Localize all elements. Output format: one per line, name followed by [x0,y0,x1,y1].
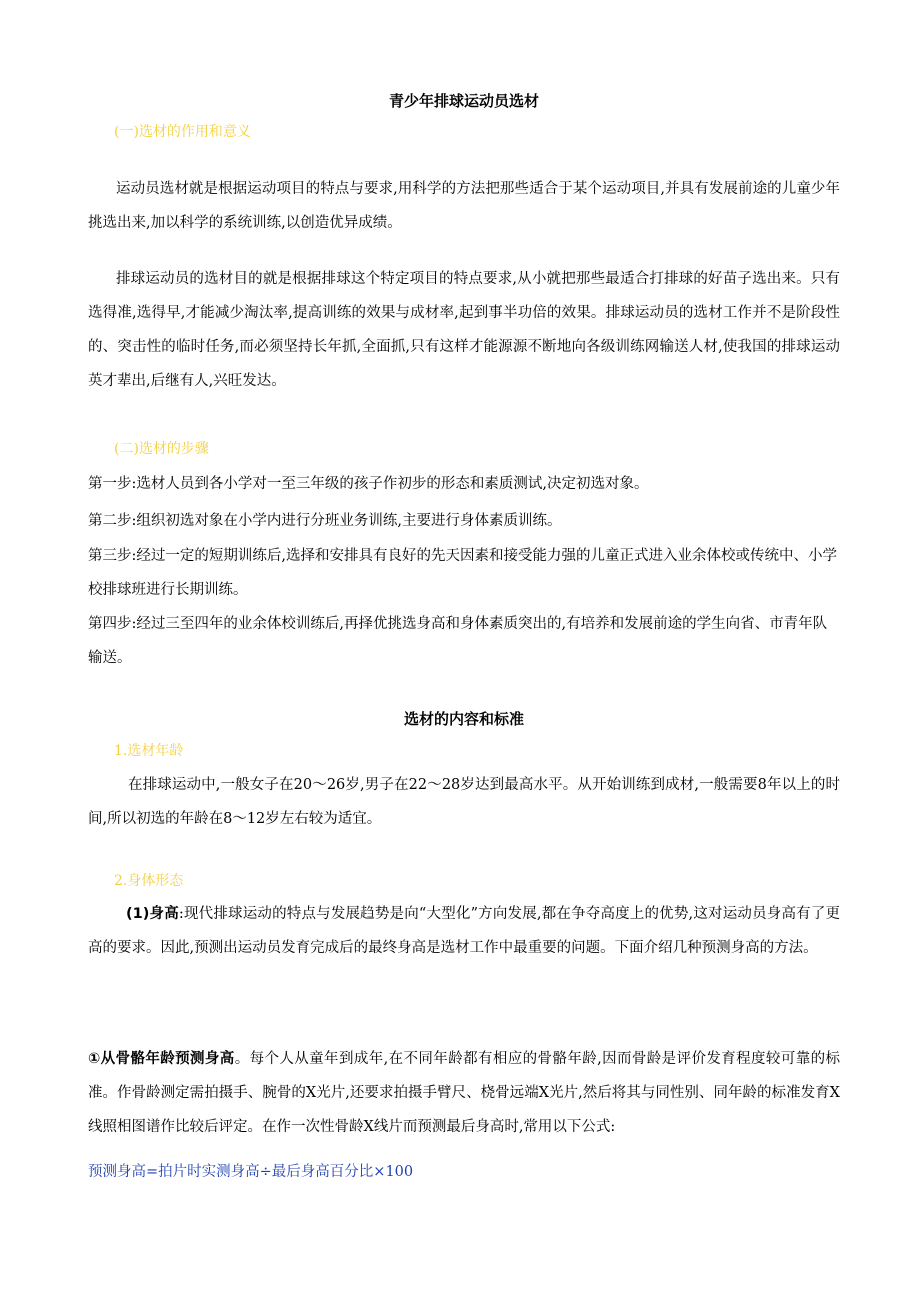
step-2: 第二步:组织初选对象在小学内进行分班业务训练,主要进行身体素质训练。 [88,513,562,529]
heading-age: 1.选材年龄 [114,743,184,759]
document-title: 青少年排球运动员选材 [388,92,539,110]
step-3: 第三步:经过一定的短期训练后,选择和安排具有良好的先天因素和接受能力强的儿童正式进入业余体校或传统中、小学校排球班进行长期训练。 [88,548,837,598]
height-text: :现代排球运动的特点与发展趋势是向“大型化”方向发展,都在争夺高度上的优势,这对运动员身高有了更高的要求。因此,预测出运动员发育完成后的最终身高是选材工作中最重要的问题。下面介绍几种预测身高的方法。 [88,906,840,956]
height-label: (1)身高 [126,906,179,922]
height-formula: 预测身高=拍片时实测身高÷最后身高百分比×100 [88,1164,414,1180]
bone-age-label: ①从骨骼年龄预测身高 [88,1051,235,1067]
paragraph-height [88,897,840,965]
section-title-standards: 选材的内容和标准 [403,710,524,728]
step-4: 第四步:经过三至四年的业余体校训练后,再择优挑选身高和身体素质突出的,有培养和发展前途的学生向省、市青年队输送。 [88,616,828,666]
paragraph-bone-age [88,1042,840,1144]
section-heading-purpose: (一)选材的作用和意义 [114,124,251,140]
step-1: 第一步:选材人员到各小学对一至三年级的孩子作初步的形态和素质测试,决定初选对象。 [88,476,649,492]
bone-age-text: 。每个人从童年到成年,在不同年龄都有相应的骨骼年龄,因而骨龄是评价发育程度较可靠的标准。作骨龄测定需拍摄手、腕骨的X光片,还要求拍摄手臂尺、桡骨远端X光片,然后将其与同性别、同年龄的标准发育X线照相图谱作比较后评定。在作一次性骨龄X线片而预测最后身高时,常用以下公式: [88,1051,840,1135]
paragraph-purpose: 排球运动员的选材目的就是根据排球这个特定项目的特点要求,从小就把那些最适合打排球的好苗子选出来。只有选得准,选得早,才能减少淘汰率,提高训练的效果与成材率,起到事半功倍的效果。排球运动员的选材工作并不是阶段性的、突击性的临时任务,而必须坚持长年抓,全面抓,只有这样才能源源不断地向各级训练网输送人材,使我国的排球运动英才辈出,后继有人,兴旺发达。 [88,271,840,389]
heading-body-form: 2.身体形态 [114,873,184,889]
paragraph-definition: 运动员选材就是根据运动项目的特点与要求,用科学的方法把那些适合于某个运动项目,并具有发展前途的儿童少年挑选出来,加以科学的系统训练,以创造优异成绩。 [88,181,840,231]
paragraph-age: 在排球运动中,一般女子在20～26岁,男子在22～28岁达到最高水平。从开始训练到成材,一般需要8年以上的时间,所以初选的年龄在8～12岁左右较为适宜。 [88,777,840,827]
section-heading-steps: (二)选材的步骤 [114,441,209,457]
